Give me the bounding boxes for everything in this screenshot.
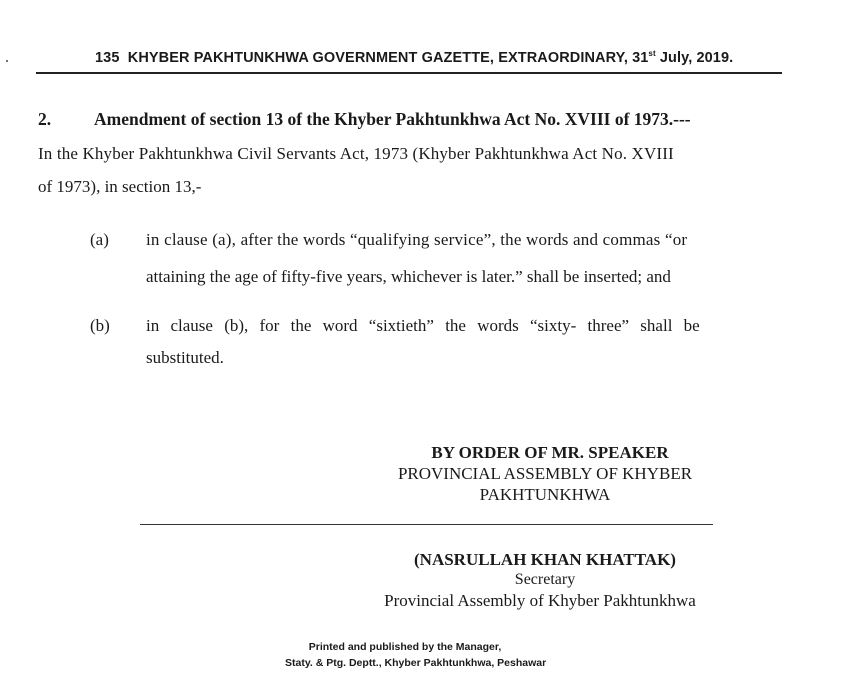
section-number: 2.	[38, 109, 52, 129]
signatory-name: (NASRULLAH KHAN KHATTAK)	[414, 550, 676, 569]
signature-rule	[140, 524, 713, 525]
order-line-2: PROVINCIAL ASSEMBLY OF KHYBER	[397, 464, 693, 483]
clause-a-line-2: attaining the age of fifty-five years, whichever is later.” shall be inserted; and	[146, 267, 671, 286]
gazette-date: July, 2019.	[655, 50, 734, 66]
scan-dot	[6, 60, 8, 62]
clause-a-label: (a)	[90, 230, 109, 249]
order-line-3: PAKHTUNKHWA	[479, 485, 611, 504]
footer-line-2: Staty. & Ptg. Deptt., Khyber Pakhtunkhwa, Peshawar	[285, 657, 547, 669]
signatory-office: Provincial Assembly of Khyber Pakhtunkhwa	[384, 591, 696, 610]
date-suffix: st	[648, 49, 656, 58]
signatory-designation: Secretary	[514, 571, 576, 588]
order-line-1: BY ORDER OF MR. SPEAKER	[431, 443, 669, 462]
section-heading: Amendment of section 13 of the Khyber Pakhtunkhwa Act No. XVIII of 1973.---	[94, 109, 691, 129]
page-number: 135	[95, 50, 120, 66]
footer-line-1: Printed and published by the Manager,	[308, 641, 502, 653]
gazette-title: KHYBER PAKHTUNKHWA GOVERNMENT GAZETTE, EXTRAORDINARY, 31	[127, 50, 649, 66]
clause-b-label: (b)	[90, 316, 110, 335]
clause-a-line-1: in clause (a), after the words “qualifying service”, the words and commas “or	[146, 230, 688, 249]
clause-b-line-1: in clause (b), for the word “sixtieth” the words “sixty- three” shall be	[146, 316, 700, 335]
body-line-1: In the Khyber Pakhtunkhwa Civil Servants Act, 1973 (Khyber Pakhtunkhwa Act No. XVIII	[38, 144, 674, 163]
clause-b-line-2: substituted.	[146, 348, 224, 367]
body-line-2: of 1973), in section 13,-	[38, 177, 202, 196]
gazette-header	[95, 49, 733, 66]
header-rule	[36, 72, 782, 74]
